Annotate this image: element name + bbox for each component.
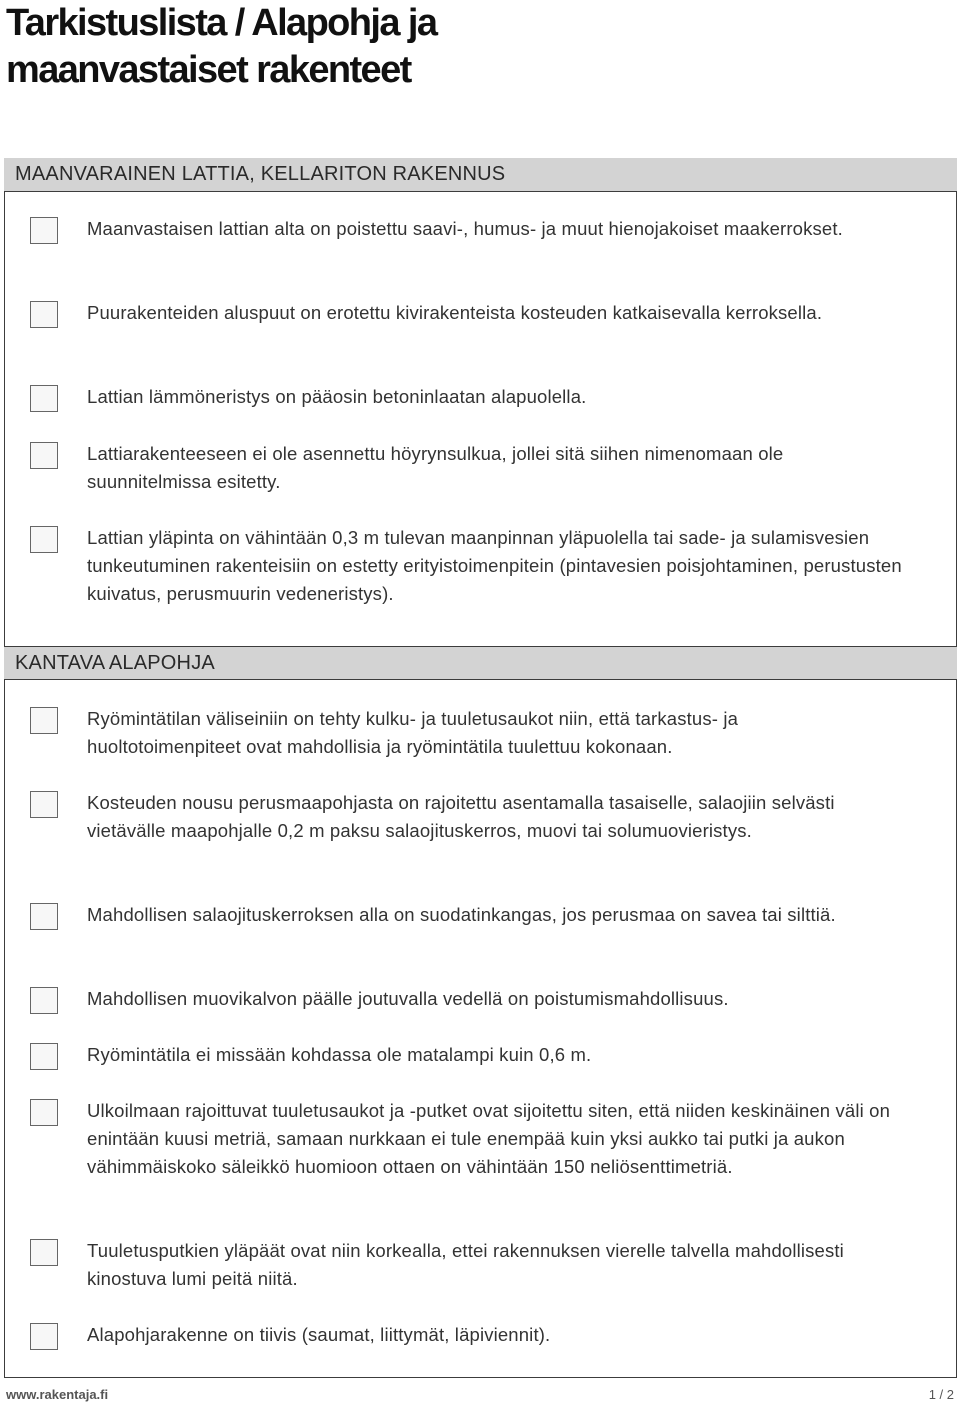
checklist-item-text: Lattian yläpinta on vähintään 0,3 m tulevan maanpinnan yläpuolella tai sade- ja sulamisvesien tunkeutuminen rakenteisiin on estetty erityistoimenpitein (pintavesien poisjohtaminen, perustusten kuivatus, perusmuurin vedeneristys). <box>87 527 902 604</box>
checkbox[interactable] <box>30 1043 58 1070</box>
checklist-item-text: Ulkoilmaan rajoittuvat tuuletusaukot ja -putket ovat sijoitettu siten, että niiden keskinäinen väli on enintään kuusi metriä, samaan nurkkaan ei tule enempää kuin yksi aukko tai putki ja aukon vähimmäiskoko säleikkö huomioon ottaen on vähintään 150 neliösenttimetriä. <box>87 1100 891 1177</box>
page-title-line-2: maanvastaiset rakenteet <box>6 49 411 91</box>
checkbox[interactable] <box>30 526 58 553</box>
checklist-item-text: Maanvastaisen lattian alta on poistettu saavi-, humus- ja muut hienojakoiset maakerrokset. <box>87 218 843 239</box>
page-title-line-1: Tarkistuslista / Alapohja ja <box>6 2 437 44</box>
checklist-item-text: Lattiarakenteeseen ei ole asennettu höyrynsulkua, jollei sitä siihen nimenomaan ole suunnitelmissa esitetty. <box>87 443 784 492</box>
checklist-item-text: Mahdollisen muovikalvon päälle joutuvalla vedellä on poistumismahdollisuus. <box>87 988 729 1009</box>
checklist-item-text: Puurakenteiden aluspuut on erotettu kivirakenteista kosteuden katkaisevalla kerroksella. <box>87 302 823 323</box>
checkbox[interactable] <box>30 791 58 818</box>
section-heading-maanvarainen-lattia <box>4 158 957 192</box>
footer-url: www.rakentaja.fi <box>6 1387 109 1402</box>
checklist-item-text: Ryömintätila ei missään kohdassa ole matalampi kuin 0,6 m. <box>87 1044 592 1065</box>
checklist-item-text: Mahdollisen salaojituskerroksen alla on suodatinkangas, jos perusmaa on savea tai silttiä. <box>87 904 836 925</box>
checkbox[interactable] <box>30 385 58 412</box>
checklist-item-text: Lattian lämmöneristys on pääosin betoninlaatan alapuolella. <box>87 386 587 407</box>
checkbox[interactable] <box>30 1239 58 1266</box>
section-heading-kantava-alapohja <box>4 646 957 680</box>
checkbox[interactable] <box>30 1323 58 1350</box>
section-heading-text: MAANVARAINEN LATTIA, KELLARITON RAKENNUS <box>15 163 506 185</box>
checkbox[interactable] <box>30 301 58 328</box>
checkbox[interactable] <box>30 442 58 469</box>
checklist-item-text: Ryömintätilan väliseiniin on tehty kulku- ja tuuletusaukot niin, että tarkastus- ja huoltotoimenpiteet ovat mahdollisia ja ryömintätila tuulettuu kokonaan. <box>87 708 739 757</box>
checkbox[interactable] <box>30 707 58 734</box>
checklist-item-text: Tuuletusputkien yläpäät ovat niin korkealla, ettei rakennuksen vierelle talvella mahdollisesti kinostuva lumi peitä niitä. <box>87 1240 844 1289</box>
checklist-item-text: Kosteuden nousu perusmaapohjasta on rajoitettu asentamalla tasaiselle, salaojiin selvästi vietävälle maapohjalle 0,2 m paksu salaojituskerros, muovi tai solumuovieristys. <box>87 792 835 841</box>
checkbox[interactable] <box>30 217 58 244</box>
footer-page-number: 1 / 2 <box>928 1387 954 1402</box>
checkbox[interactable] <box>30 1099 58 1126</box>
checklist-item-text: Alapohjarakenne on tiivis (saumat, liittymät, läpiviennit). <box>87 1324 551 1345</box>
checkbox[interactable] <box>30 987 58 1014</box>
section-heading-text: KANTAVA ALAPOHJA <box>15 652 215 674</box>
checklist-frame <box>4 158 957 1378</box>
page-title <box>6 0 436 94</box>
checkbox[interactable] <box>30 903 58 930</box>
